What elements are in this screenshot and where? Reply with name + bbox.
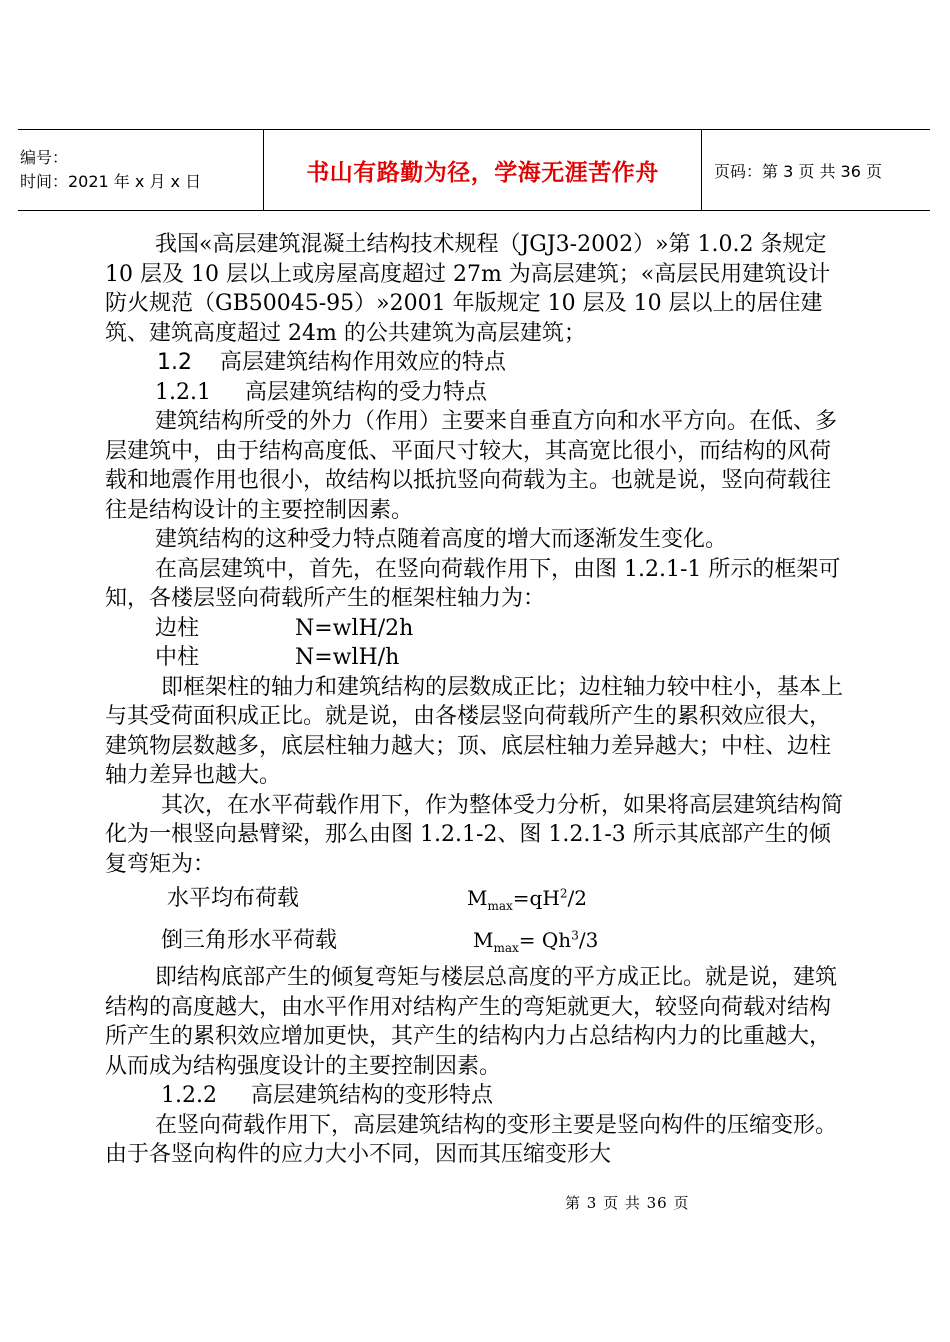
code-label: 编号： xyxy=(20,148,69,167)
motto: 书山有路勤为径，学海无涯苦作舟 xyxy=(264,130,702,211)
section-heading-1-2 xyxy=(105,348,845,378)
formula-middle-column xyxy=(105,643,845,673)
formula-expression: $M_{max}=qH^2/2$ xyxy=(467,885,587,913)
header-page-info: 页码：第 3 页 共 36 页 xyxy=(714,161,882,181)
section-number: 1.2.1 xyxy=(155,379,211,405)
paragraph-external-forces: 建筑结构所受的外力（作用）主要来自垂直方向和水平方向。在低、多层建筑中，由于结构高度低、平面尺寸较大，其高宽比很小，而结构的风荷载和地震作用也很小，故结构以抵抗竖向荷载为主。也就是说，竖向荷载往往是结构设计的主要控制因素。 xyxy=(105,409,838,523)
section-title: 高层建筑结构的受力特点 xyxy=(245,379,488,405)
formula-uniform-load xyxy=(105,879,845,921)
formula-expression: N=wlH/h xyxy=(295,645,400,670)
header-meta-cell xyxy=(18,130,264,211)
page-footer: 第 3 页 共 36 页 xyxy=(565,1194,690,1212)
formula-label: 边柱 xyxy=(155,615,200,641)
document-body xyxy=(105,230,845,1170)
formula-label: 中柱 xyxy=(155,645,200,670)
section-title: 高层建筑结构的变形特点 xyxy=(251,1083,494,1109)
section-number: 1.2 xyxy=(157,350,192,375)
formula-expression: N=wlH/2h xyxy=(295,615,414,641)
paragraph-overturning-moment: 即结构底部产生的倾复弯矩与楼层总高度的平方成正比。就是说，建筑结构的高度越大，由水平作用对结构产生的弯矩就更大，较竖向荷载对结构所产生的累积效应增加更快，其产生的结构内力占总结构内力的比重越大，从而成为结构强度设计的主要控制因素。 xyxy=(105,965,838,1079)
section-heading-1-2-1 xyxy=(105,378,845,408)
time-label: 时间：2021 年 x 月 x 日 xyxy=(20,172,202,191)
formula-label: 倒三角形水平荷载 xyxy=(161,927,338,953)
section-heading-1-2-2 xyxy=(105,1081,845,1111)
paragraph-vertical-load: 在高层建筑中，首先，在竖向荷载作用下，由图 1.2.1-1 所示的框架可知，各楼层竖向荷载所产生的框架柱轴力为： xyxy=(105,556,841,611)
paragraph-definition: 我国«高层建筑混凝土结构技术规程（JGJ3-2002）»第 1.0.2 条规定 10 层及 10 层以上或房屋高度超过 27m 为高层建筑；«高层民用建筑设计防火规范（GB50045-95）»2001 年版规定 10 层及 10 层以上的居住建筑、建筑高度超过 24m 的公共建筑为高层建筑； xyxy=(105,232,831,346)
section-title: 高层建筑结构作用效应的特点 xyxy=(219,350,506,375)
formula-expression: $M_{max}= Qh^3/3$ xyxy=(473,927,599,955)
section-number: 1.2.2 xyxy=(161,1083,217,1109)
paragraph-horizontal-load: 其次，在水平荷载作用下，作为整体受力分析，如果将高层建筑结构简化为一根竖向悬臂梁，那么由图 1.2.1-2、图 1.2.1-3 所示其底部产生的倾复弯矩为： xyxy=(105,792,844,877)
paragraph-axial-force: 即框架柱的轴力和建筑结构的层数成正比；边柱轴力较中柱小，基本上与其受荷面积成正比。就是说，由各楼层竖向荷载所产生的累积效应很大，建筑物层数越多，底层柱轴力越大；顶、底层柱轴力差异越大；中柱、边柱轴力差异也越大。 xyxy=(105,674,844,788)
formula-label: 水平均布荷载 xyxy=(167,885,300,911)
document-header xyxy=(18,129,930,211)
formula-edge-column xyxy=(105,614,845,644)
paragraph-deformation: 在竖向荷载作用下，高层建筑结构的变形主要是竖向构件的压缩变形。由于各竖向构件的应力大小不同，因而其压缩变形大 xyxy=(105,1112,838,1168)
paragraph-force-change: 建筑结构的这种受力特点随着高度的增大而逐渐发生变化。 xyxy=(155,527,728,552)
formula-triangular-load xyxy=(105,921,845,963)
